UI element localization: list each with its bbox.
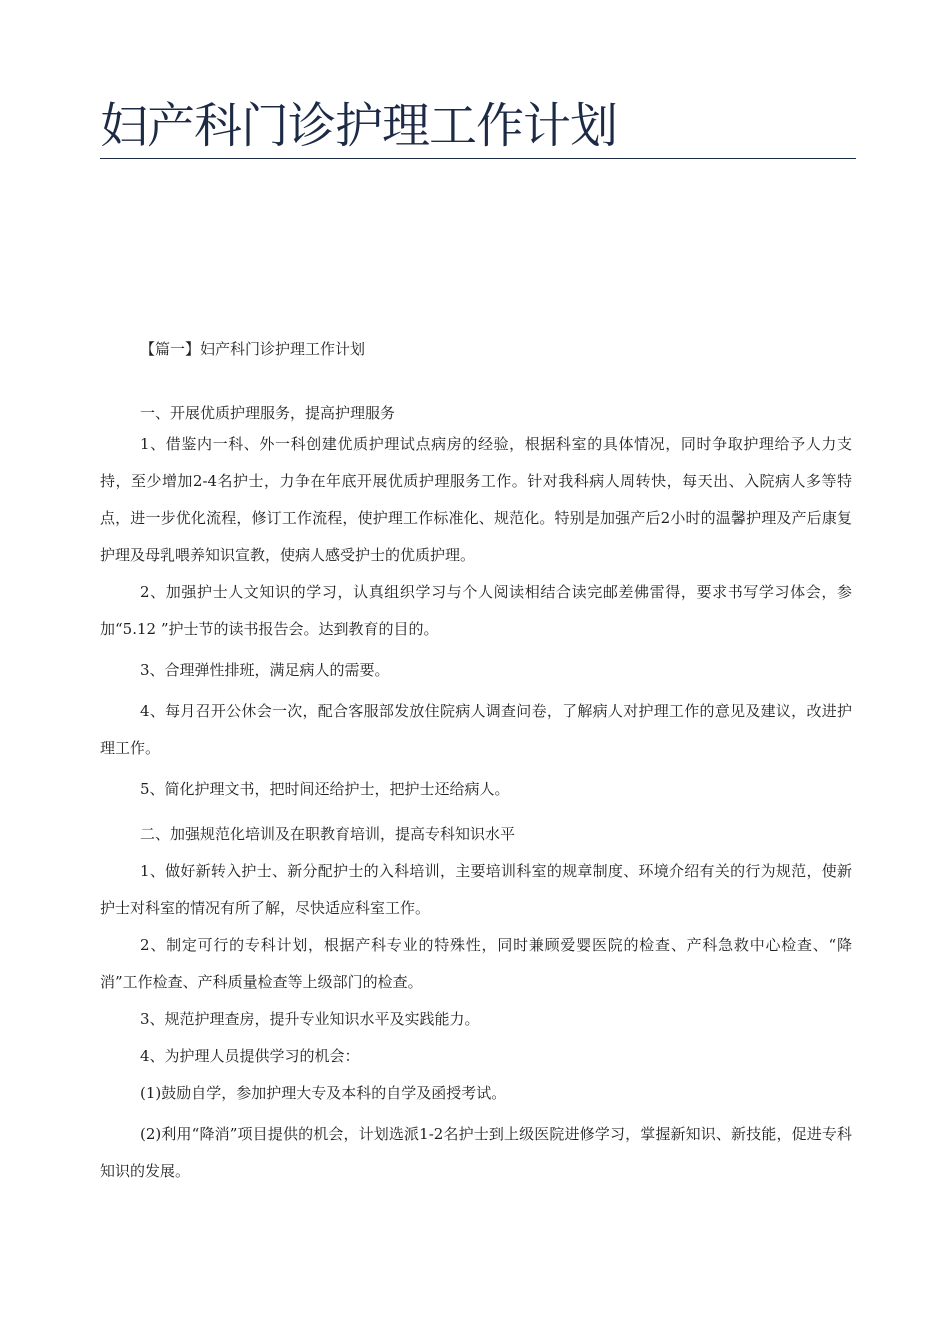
section-1-item-4: 4、每月召开公休会一次，配合客服部发放住院病人调查问卷，了解病人对护理工作的意见及建议，改进护理工作。 — [100, 702, 852, 757]
title-underline — [100, 158, 856, 159]
section-1-item-2: 2、加强护士人文知识的学习，认真组织学习与个人阅读相结合读完邮差佛雷得，要求书写学习体会，参加“5.12 ”护士节的读书报告会。达到教育的目的。 — [100, 583, 852, 638]
document-body — [100, 336, 852, 1190]
section-1-item-3: 3、合理弹性排班，满足病人的需要。 — [140, 661, 390, 679]
section-2-item-4-sub-2: (2)利用“降消”项目提供的机会，计划选派1-2名护士到上级医院进修学习，掌握新知识、新技能，促进专科知识的发展。 — [100, 1125, 852, 1180]
document-subtitle: 【篇一】妇产科门诊护理工作计划 — [140, 340, 366, 358]
section-2-heading: 二、加强规范化培训及在职教育培训，提高专科知识水平 — [140, 825, 516, 843]
section-2-item-4: 4、为护理人员提供学习的机会： — [140, 1047, 360, 1065]
document-title: 妇产科门诊护理工作计划 — [100, 98, 618, 154]
section-1-item-5: 5、简化护理文书，把时间还给护士，把护士还给病人。 — [140, 780, 510, 798]
section-2-item-2: 2、制定可行的专科计划，根据产科专业的特殊性，同时兼顾爱婴医院的检查、产科急救中心检查、“降消”工作检查、产科质量检查等上级部门的检查。 — [100, 936, 852, 991]
section-1-heading: 一、开展优质护理服务，提高护理服务 — [140, 404, 396, 422]
section-2-item-3: 3、规范护理查房，提升专业知识水平及实践能力。 — [140, 1010, 480, 1028]
section-2-item-1: 1、做好新转入护士、新分配护士的入科培训，主要培训科室的规章制度、环境介绍有关的行为规范，使新护士对科室的情况有所了解，尽快适应科室工作。 — [100, 862, 852, 917]
section-1-item-1: 1、借鉴内一科、外一科创建优质护理试点病房的经验，根据科室的具体情况，同时争取护理给予人力支持，至少增加2-4名护士，力争在年底开展优质护理服务工作。针对我科病人周转快，每天出、入院病人多等特点，进一步优化流程，修订工作流程，使护理工作标准化、规范化。特别是加强产后2小时的温馨护理及产后康复护理及母乳喂养知识宣教，使病人感受护士的优质护理。 — [100, 435, 852, 564]
section-2-item-4-sub-1: (1)鼓励自学，参加护理大专及本科的自学及函授考试。 — [140, 1084, 507, 1102]
